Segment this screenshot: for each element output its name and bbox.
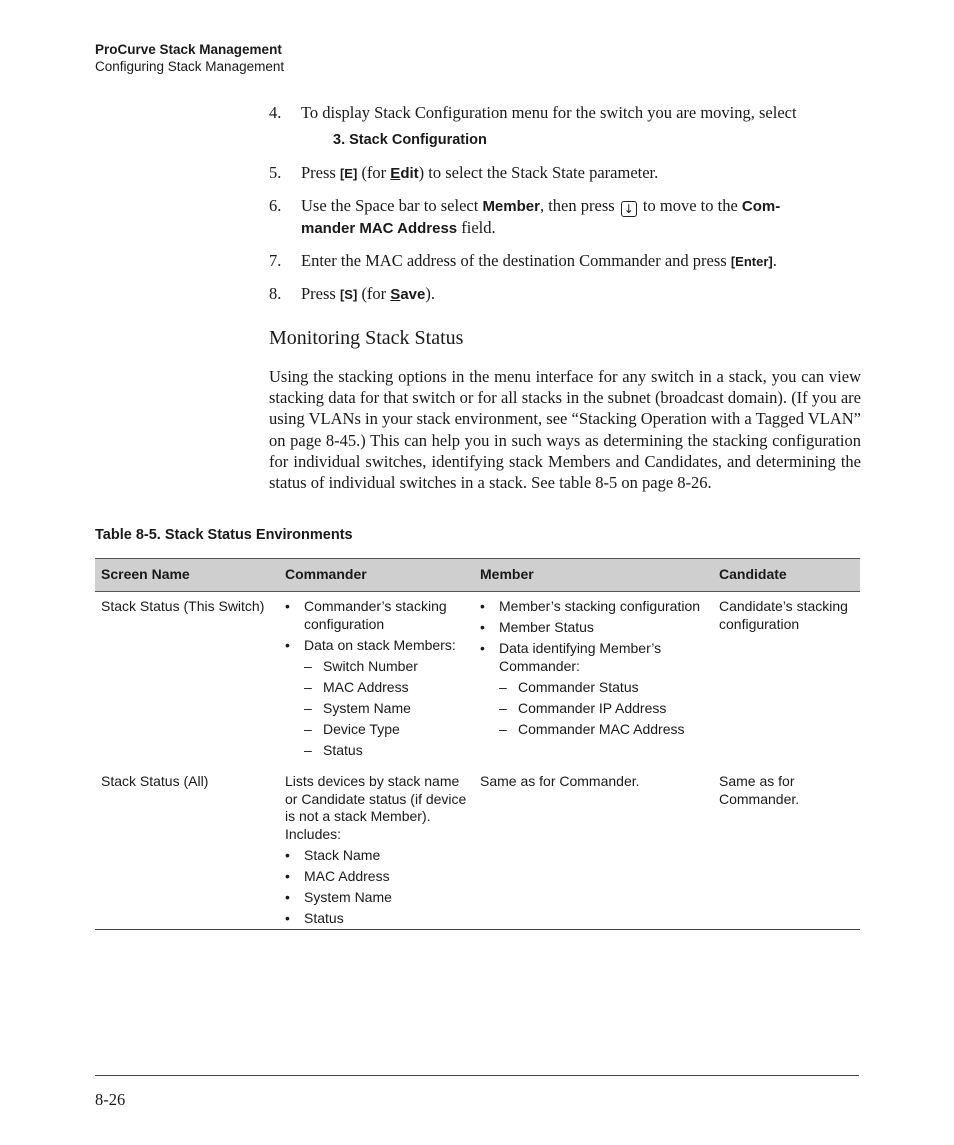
table-row <box>95 773 860 933</box>
step-4: 4. To display Stack Configuration menu for the switch you are moving, select <box>269 103 797 122</box>
step-4-menu-item: 3. Stack Configuration <box>333 132 487 148</box>
table-row <box>95 598 860 773</box>
footer-rule <box>95 1075 859 1076</box>
column-header-candidate: Candidate <box>719 566 787 582</box>
screen-name-cell: Stack Status (All) <box>101 773 209 789</box>
column-header-commander: Commander <box>285 566 367 582</box>
section-body: Using the stacking options in the menu interface for any switch in a stack, you can view stacking data for that switch or for all stacks in the subnet (broadcast domain). (If you are using VLANs in your stack environment, see “Stacking Operation with a Tagged VLAN” on page 8-45.) This can help you in such ways as determining the stacking configuration for individual switches, identifying stack Members and Candidates, and determining the status of individual switches in a stack. See table 8-5 on page 8-26. <box>269 367 861 493</box>
candidate-cell: Same as for Commander. <box>719 773 800 807</box>
column-header-member: Member <box>480 566 534 582</box>
step-8: 8. Press [S] (for Save). <box>269 284 435 303</box>
candidate-cell: Candidate’s stacking configuration <box>719 598 848 632</box>
table-title: Table 8-5. Stack Status Environments <box>95 527 353 543</box>
procedure-steps <box>269 102 864 316</box>
column-header-screen-name: Screen Name <box>101 566 190 582</box>
step-5: 5. Press [E] (for Edit) to select the Stack State parameter. <box>269 163 659 182</box>
commander-cell: • Commander’s stacking configuration • Data on stack Members: – Switch Number – MAC Address – System Name – Device Type – Status <box>285 598 471 763</box>
table-bottom-rule <box>95 929 860 930</box>
table-header-row <box>95 558 860 592</box>
key-enter: [Enter] <box>730 254 773 269</box>
key-e: [E] <box>339 166 358 181</box>
step-6: 6. Use the Space bar to select Member, then press ↓ to move to the Com- mander MAC Address field. <box>269 196 781 237</box>
step-7: 7. Enter the MAC address of the destination Commander and press [Enter]. <box>269 251 777 270</box>
section-title: Monitoring Stack Status <box>269 327 464 349</box>
header-subtitle: Configuring Stack Management <box>95 59 285 74</box>
member-cell: • Member’s stacking configuration • Member Status • Data identifying Member’s Commander: – Commander Status – Commander IP Address – Commander MAC Address <box>480 598 712 742</box>
running-header <box>95 41 284 75</box>
key-s: [S] <box>339 287 358 302</box>
page-number: 8-26 <box>95 1090 126 1109</box>
stack-status-table <box>95 558 860 933</box>
member-cell: Same as for Commander. <box>480 773 640 789</box>
commander-cell: Lists devices by stack name or Candidate status (if device is not a stack Member). Includes: • Stack Name • MAC Address • System Name • Status <box>285 773 471 931</box>
screen-name-cell: Stack Status (This Switch) <box>101 598 265 614</box>
down-arrow-key-icon: ↓ <box>621 201 637 217</box>
header-title: ProCurve Stack Management <box>95 42 282 57</box>
